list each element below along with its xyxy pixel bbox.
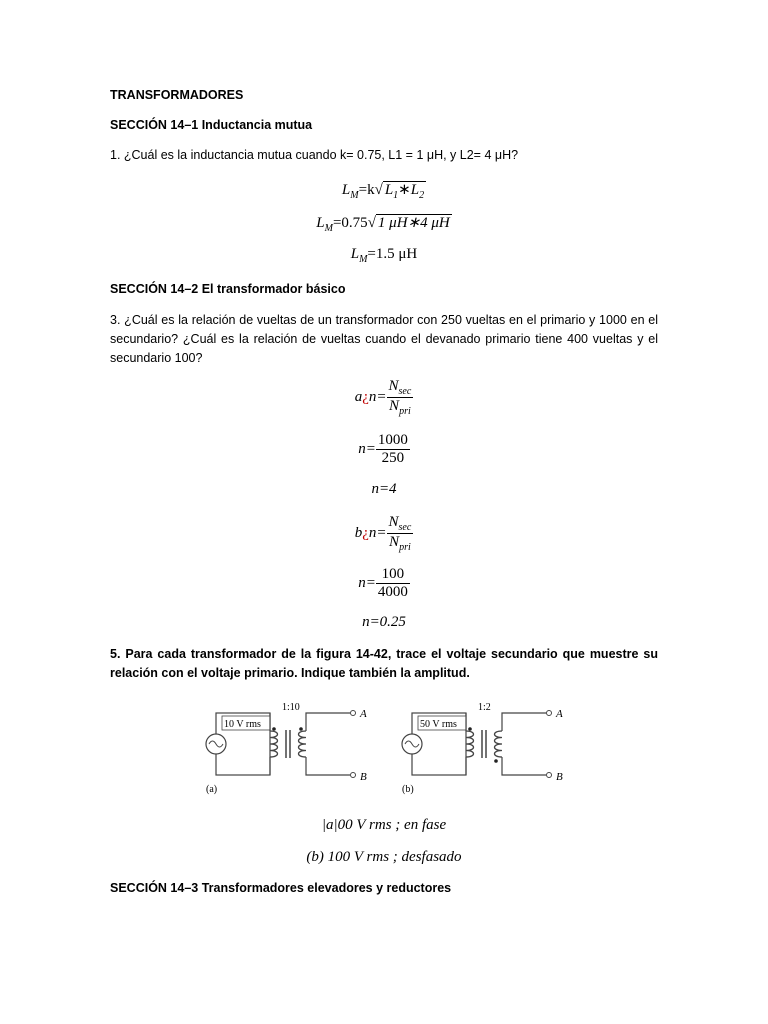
equation-ratio-b-values: n= $\frac{100}{4000}$ bbox=[358, 566, 408, 600]
section-heading-14-1: SECCIÓN 14–1 Inductancia mutua bbox=[110, 118, 313, 132]
equation-ratio-b-result: n=0.25 bbox=[362, 614, 406, 630]
answer-b: (b) 100 V rms ; desfasado bbox=[306, 849, 462, 865]
question-1: 1. ¿Cuál es la inductancia mutua cuando k= 0.75, L1 = 1 μH, y L2= 4 μH? bbox=[110, 148, 519, 162]
section-heading-14-2: SECCIÓN 14–2 El transformador básico bbox=[110, 282, 346, 296]
figure-a bbox=[206, 702, 367, 795]
equation-result: $L_M=1.5$ μH bbox=[350, 246, 418, 265]
secondary-coil-icon bbox=[495, 731, 503, 757]
figure-a-terminal-b: B bbox=[360, 771, 367, 783]
equation-mutual-inductance: $L_M=k√$ $L_1∗L_2$ bbox=[341, 182, 425, 201]
equation-ratio-a-result: n=4 bbox=[371, 481, 397, 497]
primary-coil-icon bbox=[466, 731, 474, 757]
equation-ratio-b: b¿n= $\frac{N_{sec}}{N_{pri}}$ bbox=[354, 514, 412, 553]
document-title: TRANSFORMADORES bbox=[110, 88, 244, 102]
equation-substitution: $L_M=0.75√$ 1 μH∗4 μH bbox=[316, 215, 450, 234]
answer-a: |a|00 V rms ; en fase bbox=[321, 817, 447, 833]
figure-a-caption: (a) bbox=[206, 784, 218, 795]
secondary-coil-icon bbox=[299, 731, 307, 757]
primary-coil-icon bbox=[270, 731, 278, 757]
figure-b-terminal-b: B bbox=[556, 771, 563, 783]
figure-a-ratio: 1:10 bbox=[282, 702, 300, 713]
figure-b-caption: (b) bbox=[402, 784, 414, 795]
transformer-figures bbox=[200, 698, 580, 798]
question-5: 5. Para cada transformador de la figura 14-42, trace el voltaje secundario que muestre su relación con el voltaje primario. Indique también la amplitud. bbox=[110, 647, 658, 680]
figure-b-terminal-a: A bbox=[556, 708, 563, 720]
figure-a-source-label: 10 V rms bbox=[224, 719, 261, 730]
figure-a-terminal-a: A bbox=[360, 708, 367, 720]
figure-b bbox=[402, 702, 563, 795]
section-heading-14-3: SECCIÓN 14–3 Transformadores elevadores y reductores bbox=[110, 881, 452, 895]
question-3: 3. ¿Cuál es la relación de vueltas de un transformador con 250 vueltas en el primario y 1000 en el secundario? ¿Cuál es la relación de vueltas cuando el devanado primario tiene 400 vueltas y el secundario 100? bbox=[110, 313, 658, 365]
figure-b-ratio: 1:2 bbox=[478, 702, 491, 713]
equation-ratio-a: a¿n= $\frac{N_{sec}}{N_{pri}}$ bbox=[354, 378, 412, 417]
equation-ratio-a-values: n= $\frac{1000}{250}$ bbox=[358, 432, 408, 466]
figure-b-source-label: 50 V rms bbox=[420, 719, 457, 730]
